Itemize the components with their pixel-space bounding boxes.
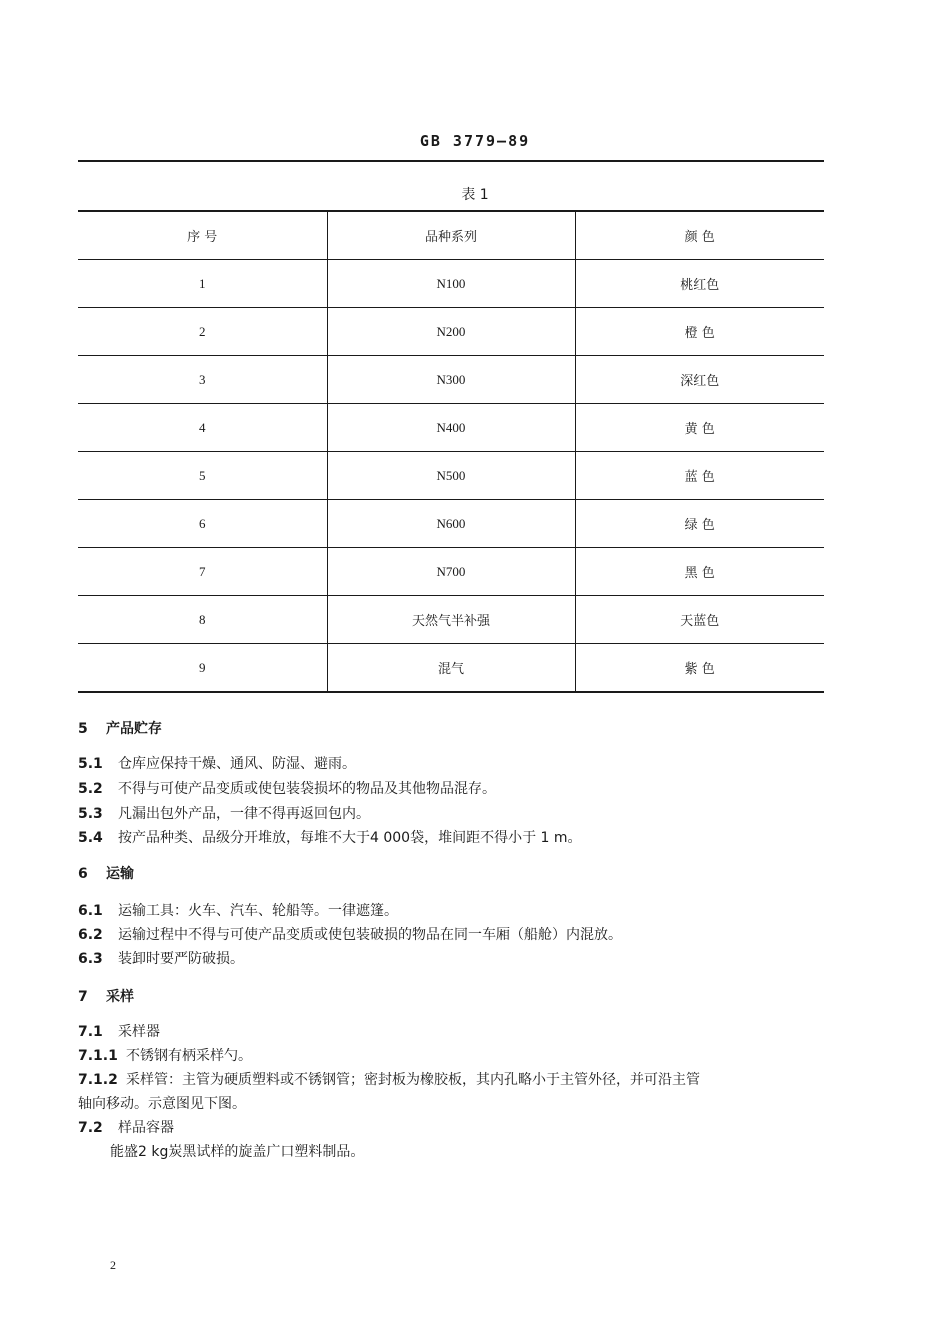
cell-series: N400 xyxy=(327,404,575,452)
cell-seq: 1 xyxy=(78,260,327,308)
cell-seq: 7 xyxy=(78,548,327,596)
table-caption: 表 1 xyxy=(461,187,489,203)
cell-seq: 3 xyxy=(78,356,327,404)
section-heading-5: 5 产品贮存 xyxy=(78,721,162,737)
clause-5-4: 5.4 按产品种类、品级分开堆放，每堆不大于4 000袋，堆间距不得小于 1 m。 xyxy=(78,830,582,846)
header-rule xyxy=(78,160,824,162)
cell-seq: 4 xyxy=(78,404,327,452)
table-header-row xyxy=(78,211,824,260)
section-heading-6: 6 运输 xyxy=(78,866,134,882)
table-row xyxy=(78,596,824,644)
cell-color: 绿 色 xyxy=(575,500,824,548)
cell-color: 紫 色 xyxy=(575,644,824,693)
cell-seq: 8 xyxy=(78,596,327,644)
cell-seq: 9 xyxy=(199,659,206,675)
table-row xyxy=(78,452,824,500)
cell-series: 混气 xyxy=(327,644,575,693)
clause-6-1: 6.1 运输工具：火车、汽车、轮船等。一律遮篷。 xyxy=(78,903,398,919)
clause-6-2: 6.2 运输过程中不得与可使产品变质或使包装破损的物品在同一车厢（船舱）内混放。 xyxy=(78,927,622,943)
clause-7-1-2-continued: 轴向移动。示意图见下图。 xyxy=(78,1096,246,1112)
clause-6-3: 6.3 装卸时要严防破损。 xyxy=(78,951,244,967)
column-header-color: 颜 色 xyxy=(575,211,824,260)
cell-series: N100 xyxy=(327,260,575,308)
clause-5-3: 5.3 凡漏出包外产品，一律不得再返回包内。 xyxy=(78,806,370,822)
table-row xyxy=(78,500,824,548)
clause-5-1: 5.1 仓库应保持干燥、通风、防湿、避雨。 xyxy=(78,756,356,772)
table-row xyxy=(78,404,824,452)
cell-color: 黑 色 xyxy=(575,548,824,596)
cell-series: N600 xyxy=(327,500,575,548)
clause-7-2: 7.2 样品容器 xyxy=(78,1120,174,1136)
cell-series: N300 xyxy=(327,356,575,404)
table-row xyxy=(78,356,824,404)
clause-7-1-2: 7.1.2 采样管：主管为硬质塑料或不锈钢管；密封板为橡胶板，其内孔略小于主管外径，并可沿主管 xyxy=(78,1072,700,1088)
color-table xyxy=(78,210,824,693)
cell-color: 桃红色 xyxy=(575,260,824,308)
clause-5-2: 5.2 不得与可使产品变质或使包装袋损坏的物品及其他物品混存。 xyxy=(78,781,496,797)
table-row xyxy=(78,548,824,596)
cell-color: 橙 色 xyxy=(575,308,824,356)
column-header-seq: 序 号 xyxy=(78,211,327,260)
column-header-series: 品种系列 xyxy=(327,211,575,260)
page-number: 2 xyxy=(110,1258,116,1272)
cell-seq: 2 xyxy=(78,308,327,356)
cell-series: N500 xyxy=(327,452,575,500)
cell-color: 天蓝色 xyxy=(575,596,824,644)
section-heading-7: 7 采样 xyxy=(78,989,134,1005)
cell-color: 蓝 色 xyxy=(575,452,824,500)
cell-series: N700 xyxy=(327,548,575,596)
cell-series: 天然气半补强 xyxy=(327,596,575,644)
cell-color: 黄 色 xyxy=(575,404,824,452)
clause-7-1-1: 7.1.1 不锈钢有柄采样勺。 xyxy=(78,1048,252,1064)
cell-seq: 5 xyxy=(78,452,327,500)
cell-color: 深红色 xyxy=(575,356,824,404)
cell-seq: 6 xyxy=(78,500,327,548)
table-row xyxy=(78,644,824,693)
table-row xyxy=(78,260,824,308)
clause-7-1: 7.1 采样器 xyxy=(78,1024,160,1040)
table-row xyxy=(78,308,824,356)
clause-7-2-text: 能盛2 kg炭黑试样的旋盖广口塑料制品。 xyxy=(110,1144,365,1160)
cell-series: N200 xyxy=(327,308,575,356)
standard-code: GB 3779—89 xyxy=(419,132,531,150)
